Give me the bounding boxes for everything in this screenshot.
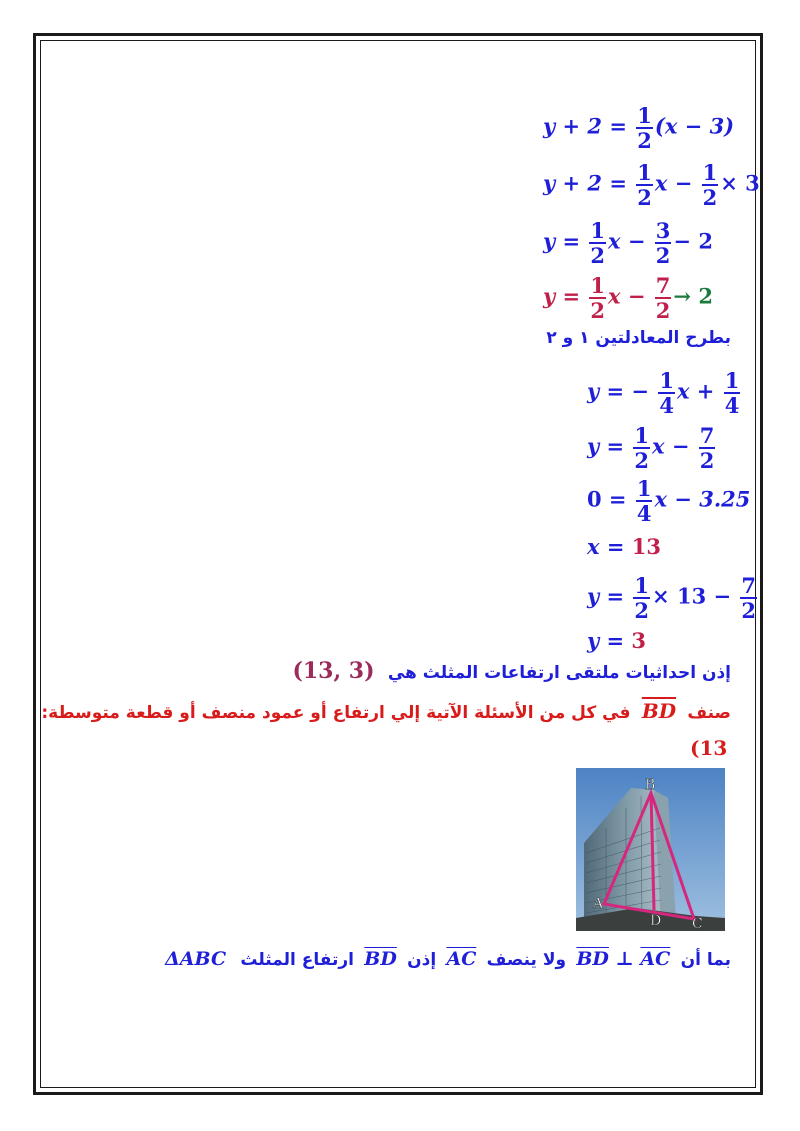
eq-mid: x − <box>608 283 646 309</box>
eq-lhs: y + 2 = <box>543 113 627 139</box>
vertex-label-d: D <box>650 913 662 929</box>
equation-line-10 <box>587 630 646 651</box>
vertex-label-a: A <box>593 896 604 912</box>
equation-line-1 <box>543 105 734 151</box>
answer-then: إذن <box>407 950 437 970</box>
equation-line-9 <box>587 575 759 621</box>
eq-mid: x − <box>608 228 646 254</box>
answer-not-bisect: ولا ينصف <box>486 950 567 970</box>
fraction: $\frac{1}{2}$ <box>590 218 606 268</box>
fraction: $\frac{1}{4}$ <box>659 368 674 418</box>
equation-line-5 <box>587 370 742 416</box>
segment-ac: $\overline{AC}$ <box>640 948 671 970</box>
vertex-label-b: B <box>645 777 656 793</box>
conclusion-line <box>292 660 731 682</box>
equation-line-4 <box>543 275 713 321</box>
orthocenter-point: (13, 3) <box>292 658 375 684</box>
equation-line-2 <box>543 162 760 208</box>
fraction: $\frac{1}{2}$ <box>637 160 652 210</box>
fraction: $\frac{7}{2}$ <box>741 573 757 623</box>
equation-line-3 <box>543 220 713 266</box>
subtract-instruction: بطرح المعادلتين ١ و ٢ <box>546 328 731 348</box>
fraction: $\frac{7}{2}$ <box>699 423 715 473</box>
segment-bd: $\overline{BD}$ <box>576 948 609 970</box>
equation-line-6 <box>587 425 717 471</box>
eq-rhs: − 2 <box>673 228 713 254</box>
eq-lhs: y = <box>587 433 625 459</box>
question-heading <box>41 700 731 722</box>
equation-number: → 2 <box>673 283 713 309</box>
triangle-abc: ΔABC <box>165 948 227 970</box>
building-triangle-figure <box>576 768 725 931</box>
answer-altitude: ارتفاع المثلث <box>240 950 355 970</box>
segment-ac: $\overline{AC}$ <box>446 948 477 970</box>
eq-mid: x − <box>652 433 690 459</box>
question-text: في كل من الأسئلة الآتية إلي ارتفاع أو عمود منصف أو قطعة متوسطة: <box>41 703 631 723</box>
equation-line-8 <box>587 536 661 557</box>
eq-lhs: y = <box>587 583 625 609</box>
answer-line <box>165 950 731 969</box>
eq-mid: × 13 − <box>652 583 732 609</box>
fraction: $\frac{1}{2}$ <box>590 273 606 323</box>
eq-rhs: x − 3.25 <box>654 486 751 512</box>
question-number: (13 <box>690 736 728 760</box>
eq-rhs: (x − 3) <box>654 113 735 139</box>
y-value: 3 <box>631 628 647 653</box>
eq-lhs: y = − <box>587 378 650 404</box>
fraction: $\frac{1}{2}$ <box>702 160 718 210</box>
conclusion-text: إذن احداثيات ملتقى ارتفاعات المثلث هي <box>387 663 731 683</box>
segment-bd: $\overline{BD}$ <box>364 948 397 970</box>
eq-lhs: x = <box>587 534 625 559</box>
equation-line-7 <box>587 478 750 524</box>
segment-bd: $\overline{BD}$ <box>641 699 677 723</box>
eq-lhs: y = <box>543 228 581 254</box>
perpendicular-symbol: ⊥ <box>615 948 634 970</box>
eq-lhs: y = <box>587 628 625 653</box>
perpendicular-statement <box>576 950 670 969</box>
fraction: $\frac{1}{2}$ <box>634 423 650 473</box>
answer-since: بما أن <box>680 950 731 970</box>
fraction: $\frac{1}{2}$ <box>634 573 650 623</box>
eq-mid: x − <box>654 170 693 196</box>
fraction: $\frac{1}{4}$ <box>724 368 740 418</box>
eq-mid: x + <box>676 378 715 404</box>
x-value: 13 <box>631 534 661 559</box>
vertex-label-c: C <box>692 916 703 931</box>
eq-rhs: × 3 <box>720 170 760 196</box>
fraction: $\frac{1}{2}$ <box>637 103 652 153</box>
eq-lhs: y = <box>543 283 581 309</box>
fraction: $\frac{3}{2}$ <box>655 218 671 268</box>
fraction: $\frac{7}{2}$ <box>655 273 671 323</box>
question-prefix: صنف <box>687 703 731 723</box>
eq-lhs: 0 = <box>587 486 627 512</box>
fraction: $\frac{1}{4}$ <box>636 476 652 526</box>
eq-lhs: y + 2 = <box>543 170 627 196</box>
